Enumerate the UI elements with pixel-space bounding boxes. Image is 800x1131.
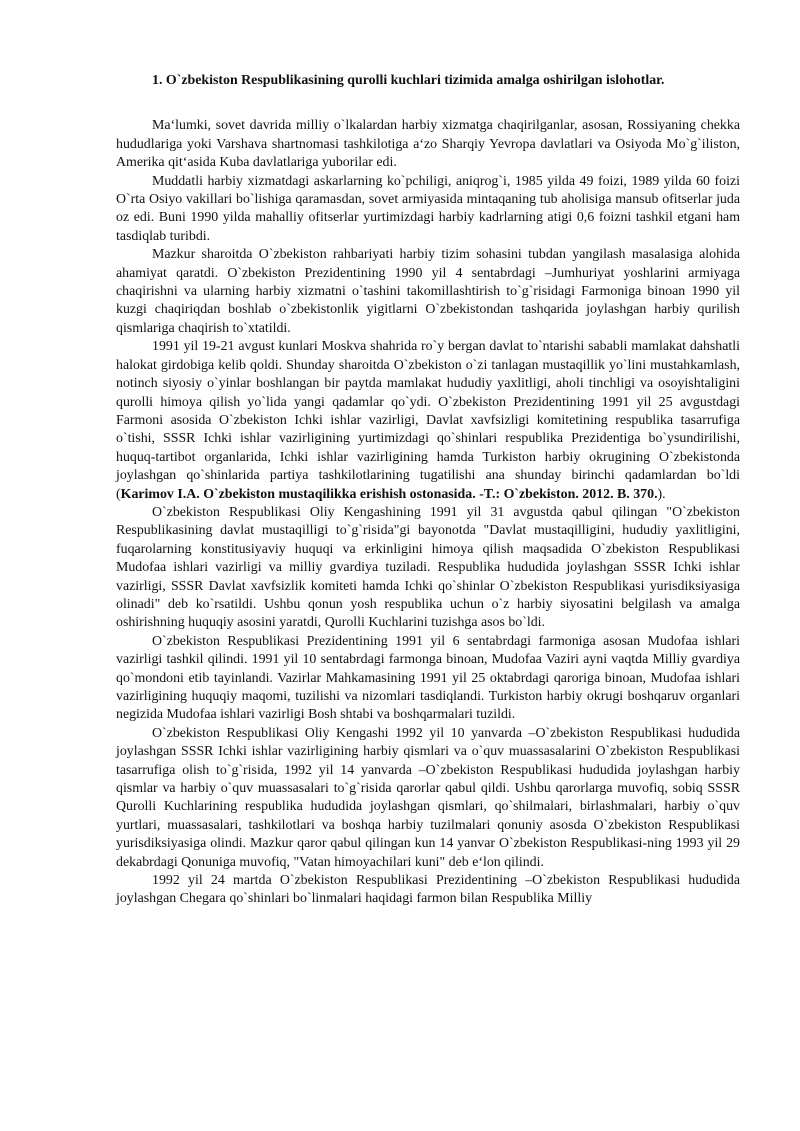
paragraph-4: [116, 338, 740, 504]
section-heading: 1. O`zbekiston Respublikasining qurolli kuchlari tizimida amalga oshirilgan islohotlar.: [152, 73, 665, 88]
citation-reference: Karimov I.A. O`zbekiston mustaqilikka erishish ostonasida. -T.: O`zbekiston. 2012. B. 370.: [120, 486, 658, 502]
paragraph-5: O`zbekiston Respublikasi Oliy Kengashining 1991 yil 31 avgustda qabul qilingan "O`zbekiston Respublikasining davlat mustaqilligi to`g`risida"gi bayonotda "Davlat mustaqilligini, hududiy yaxlitligini, fuqarolarning konstitusiyaviy huquqi va erkinligini himoya qilish maqsadida O`zbekiston Respublikasi Mudofaa ishlari vazirligi va milliy gvardiya tuziladi. Respublika hududida joylashgan SSSR Ichki ishlar vazirligi, SSSR Davlat xavfsizlik komiteti hamda Ichki qo`shinlar O`zbekiston Respublikasi yurisdiksiyasiga olinadi" deb ko`rsatildi. Ushbu qonun yosh respublika uchun o`z harbiy siyosatini belgilash va amalga oshirishning huquqiy asosini yaratdi, Qurolli Kuchlarini tuzishga asos bo`ldi.: [116, 504, 740, 631]
paragraph-8: 1992 yil 24 martda O`zbekiston Respublikasi Prezidentining –O`zbekiston Respublikasi hududida joylashgan Chegara qo`shinlari bo`linmalari haqidagi farmon bilan Respublika Milliy: [116, 873, 740, 907]
paragraph-4-text: 1991 yil 19-21 avgust kunlari Moskva shahrida ro`y bergan davlat to`ntarishi sababli mamlakat dahshatli halokat girdobiga kelib qoldi. Shunday sharoitda O`zbekiston o`zi tanlagan mustaqillik yo`lini mustahkamlash, notinch siyosiy o`yinlar boshlangan bir paytda mamlakat hududiy yaxlitligi, aholi tinchligi va osoyishtaligini qurolli himoya qilish yo`lida yangi qadamlar qo`ydi. O`zbekiston Prezidentining 1991 yil 25 avgustdagi Farmoni asosida O`zbekiston Ichki ishlar vazirligi, Davlat xavfsizligi komitetining respublika tasarrufiga o`tishi, SSSR Ichki ishlar vazirligining yurtimizdagi qo`shinlari respublika Prezidentiga bo`ysundirilishi, huquq-tartibot organlarida, Ichki ishlar vazirligining hamda Turkiston harbiy okrugining O`zbekistonda joylashgan qo`shinlarida partiya tashkilotlarining tugatilishi ana shunday birinchi qadamlardan bo`ldi (: [116, 339, 740, 502]
paragraph-6: O`zbekiston Respublikasi Prezidentining 1991 yil 6 sentabrdagi farmoniga asosan Mudofaa ishlari vazirligi tashkil qilindi. 1991 yil 10 sentabrdagi farmonga binoan, Mudofaa Vaziri ayni vaqtda Milliy gvardiya qo`mondoni etib tayinlandi. Vazirlar Mahkamasining 1991 yil 25 oktabrdagi qaroriga binoan, Mudofaa ishlari vazirligining huquqiy maqomi, tuzilishi va nizomlari tasdiqlandi. Turkiston harbiy okrugi boshqaruv organlari negizida Mudofaa ishlari vazirligi Bosh shtabi va boshqarmalari tuzildi.: [116, 633, 740, 723]
paragraph-1: Ma‘lumki, sovet davrida milliy o`lkalardan harbiy xizmatga chaqirilganlar, asosan, Rossiyaning chekka hududlariga yoki Varshava shartnomasi tashkilotiga a‘zo Sharqiy Yevropa davlatlari va Osiyoda Mo`g`iliston, Amerika qit‘asida Kuba davlatlariga yuborilar edi.: [116, 118, 740, 171]
paragraph-2: Muddatli harbiy xizmatdagi askarlarning ko`pchiligi, aniqrog`i, 1985 yilda 49 foizi, 1989 yilda 60 foizi O`rta Osiyo vakillari bo`lishiga qaramasdan, sovet armiyasida mintaqaning tub aholisiga mansub ofitserlar juda oz edi. Buni 1990 yilda mahalliy ofitserlar yurtimizdagi harbiy kadrlarning atigi 0,6 foizni tashkil etgani ham tasdiqlab turibdi.: [116, 173, 740, 244]
paragraph-7: O`zbekiston Respublikasi Oliy Kengashi 1992 yil 10 yanvarda –O`zbekiston Respublikasi hududida joylashgan SSSR Ichki ishlar vazirligining harbiy qismlari va o`quv muassasalarini O`zbekiston Respublikasi tasarrufiga olish to`g`risida, 1992 yil 14 yanvarda –O`zbekiston Respublikasi hududida joylashgan harbiy qismlar va harbiy o`quv muassasalari to`g`risida qarorlar qabul qildi. Ushbu qarorlarga muvofiq, sobiq SSSR Qurolli Kuchlarining respublika hududida joylashgan qismlari, qo`shilmalari, birlashmalari, harbiy o`quv yurtlari, muassasalari, tashkilotlari va boshqa harbiy tuzilmalari qonuniy asosda O`zbekiston Respublikasi yurisdiksiyasiga olindi. Mazkur qaror qabul qilingan kun 14 yanvar O`zbekiston Respublikasi-ning 1993 yil 29 dekabrdagi Qonuniga muvofiq, "Vatan himoyachilari kuni" deb e‘lon qilindi.: [116, 725, 740, 870]
paragraph-3: Mazkur sharoitda O`zbekiston rahbariyati harbiy tizim sohasini tubdan yangilash masalasiga alohida ahamiyat qaratdi. O`zbekiston Prezidentining 1990 yil 4 sentabrdagi –Jumhuriyat yoshlarini armiyaga chaqirishni va ularning harbiy xizmatni o`tashini takomillashtirish to`g`risidagi Farmoniga binoan 1990 yil kuzgi chaqiriqdan boshlab o`zbekistonlik yigitlarni O`zbekistondan tashqarida joylashgan harbiy qurilish qismlariga chaqirish to`xtatildi.: [116, 247, 740, 336]
citation-close: ).: [657, 486, 666, 502]
document-page: [116, 72, 740, 909]
